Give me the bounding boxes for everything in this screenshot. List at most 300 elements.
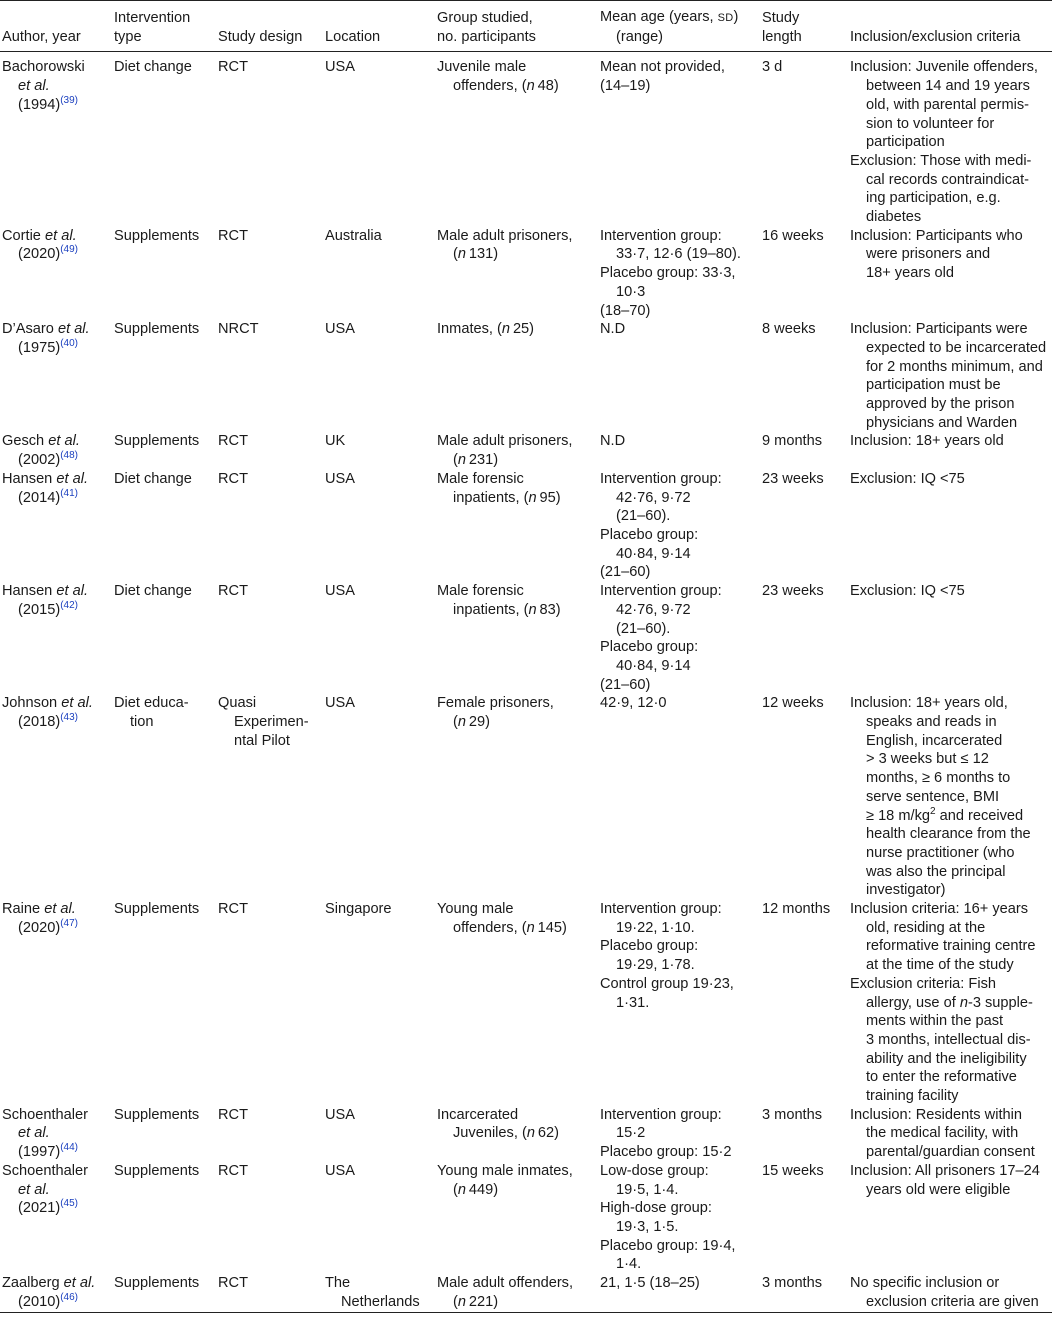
cell-length xyxy=(760,432,848,469)
cell-length xyxy=(760,694,848,900)
cell-line: Inclusion: 18+ years old xyxy=(850,433,1004,450)
cell-line: Exclusion: Those with medi- xyxy=(850,152,1032,169)
length-value: 12 weeks xyxy=(762,695,824,712)
cell-line: participation must be xyxy=(866,377,1001,394)
cell-author xyxy=(0,900,112,1106)
cell-criteria xyxy=(848,582,1052,694)
cell-line: ing participation, e.g. xyxy=(866,190,1001,207)
group-count: (n 231) xyxy=(453,452,499,469)
cell-line: cal records contraindicat- xyxy=(866,171,1030,188)
group-line: Young male inmates, xyxy=(437,1162,573,1179)
cell-criteria xyxy=(848,694,1052,900)
cell-line: Supplements xyxy=(114,433,200,450)
cell-line: at the time of the study xyxy=(866,957,1014,974)
table-row xyxy=(0,52,1052,227)
cell-line: Quasi xyxy=(218,695,257,712)
group-count: offenders, (n 48) xyxy=(453,78,559,95)
criteria-line: > 3 weeks but ≤ 12 xyxy=(866,751,989,768)
cell-intervention xyxy=(112,470,216,582)
cell-line: years old were eligible xyxy=(866,1181,1011,1198)
length-value: 3 months xyxy=(762,1106,823,1123)
cell-intervention xyxy=(112,694,216,900)
cell-design xyxy=(216,470,323,582)
length-value: 23 weeks xyxy=(762,583,824,600)
cell-line: old, residing at the xyxy=(866,919,986,936)
cell-age xyxy=(598,470,760,582)
cell-line: the medical facility, with xyxy=(866,1125,1019,1142)
cell-line: expected to be incarcerated xyxy=(866,339,1047,356)
group-count: (n 221) xyxy=(453,1293,499,1310)
table-row xyxy=(0,582,1052,694)
citation-link[interactable]: (39) xyxy=(60,94,78,106)
criteria-line: to enter the reformative xyxy=(866,1069,1017,1086)
age-line: N.D xyxy=(600,433,626,450)
cell-line: USA xyxy=(325,583,356,600)
cell-age xyxy=(598,694,760,900)
citation-link[interactable]: (40) xyxy=(60,338,78,350)
age-line: 10·3 xyxy=(616,283,646,300)
author-name: Zaalberg et al. xyxy=(2,1275,96,1292)
cell-design xyxy=(216,227,323,321)
age-line: 19·22, 1·10. xyxy=(616,919,695,936)
cell-length xyxy=(760,320,848,432)
age-line: 21, 1·5 (18–25) xyxy=(600,1275,700,1292)
cell-length xyxy=(760,1106,848,1162)
cell-intervention xyxy=(112,227,216,321)
citation-link[interactable]: (46) xyxy=(60,1291,78,1303)
criteria-line: months, ≥ 6 months to xyxy=(866,770,1011,787)
cell-line: RCT xyxy=(218,433,248,450)
criteria-line: was also the principal xyxy=(866,863,1006,880)
cell-line: were prisoners and xyxy=(866,246,991,263)
group-line: Male adult offenders, xyxy=(437,1275,574,1292)
cell-intervention xyxy=(112,1274,216,1312)
author-etal-year: $(2020)^{(49)}$ xyxy=(18,244,78,263)
cell-location xyxy=(323,432,435,469)
citation-link[interactable]: (49) xyxy=(60,244,78,256)
author-name: Gesch et al. xyxy=(2,433,80,450)
author-name: Hansen et al. xyxy=(2,583,89,600)
cell-age xyxy=(598,320,760,432)
length-value: 12 months xyxy=(762,901,831,918)
cell-line: Supplements xyxy=(114,227,200,244)
author-name: Schoenthaler xyxy=(2,1106,89,1123)
cell-line: exclusion criteria are given xyxy=(866,1293,1039,1310)
group-line: Juvenile male xyxy=(437,59,527,76)
citation-link[interactable]: (47) xyxy=(60,917,78,929)
cell-line: RCT xyxy=(218,1162,248,1179)
cell-line: old, with parental permis- xyxy=(866,96,1030,113)
citation-link[interactable]: (41) xyxy=(60,487,78,499)
age-line: 15·2 xyxy=(616,1125,646,1142)
header-design: Study design xyxy=(218,28,303,45)
table-row xyxy=(0,227,1052,321)
author-name: Bachorowski xyxy=(2,59,85,76)
cell-design xyxy=(216,432,323,469)
cell-group xyxy=(435,470,598,582)
table-row xyxy=(0,470,1052,582)
cell-age xyxy=(598,52,760,227)
cell-line: No specific inclusion or xyxy=(850,1275,1000,1292)
author-etal: et al. xyxy=(18,1125,50,1142)
cell-design xyxy=(216,1162,323,1274)
cell-criteria xyxy=(848,900,1052,1106)
group-line: Female prisoners, xyxy=(437,695,554,712)
criteria-line: English, incarcerated xyxy=(866,732,1003,749)
cell-line: physicians and Warden xyxy=(866,414,1018,431)
author-name: Raine et al. xyxy=(2,901,76,918)
cell-location xyxy=(323,900,435,1106)
cell-group xyxy=(435,694,598,900)
age-line: Intervention group: xyxy=(600,1106,722,1123)
author-etal: et al. xyxy=(18,78,50,95)
age-line: 40·84, 9·14 xyxy=(616,545,691,562)
author-etal-year: $(2010)^{(46)}$ xyxy=(18,1291,78,1310)
cell-author xyxy=(0,227,112,321)
header-length: Study length xyxy=(762,10,802,45)
cell-line: RCT xyxy=(218,901,248,918)
author-etal-year: $(1994)^{(39)}$ xyxy=(18,94,78,113)
cell-line: Supplements xyxy=(114,1162,200,1179)
cell-line: USA xyxy=(325,1162,356,1179)
cell-line: Exclusion: IQ <75 xyxy=(850,470,965,487)
cell-design xyxy=(216,900,323,1106)
criteria-line: Exclusion criteria: Fish xyxy=(850,975,996,992)
length-value: 9 months xyxy=(762,433,823,450)
length-value: 3 d xyxy=(762,59,783,76)
criteria-line: allergy, use of n-3 supple- xyxy=(866,994,1033,1011)
cell-design xyxy=(216,582,323,694)
cell-criteria xyxy=(848,320,1052,432)
cell-line: USA xyxy=(325,59,356,76)
cell-design xyxy=(216,1274,323,1312)
cell-age xyxy=(598,432,760,469)
cell-length xyxy=(760,1162,848,1274)
cell-line: Inclusion: All prisoners 17–24 xyxy=(850,1162,1040,1179)
cell-line: 18+ years old xyxy=(866,265,955,282)
cell-group xyxy=(435,900,598,1106)
cell-age xyxy=(598,227,760,321)
cell-line: Inclusion: Participants who xyxy=(850,227,1023,244)
cell-line: Supplements xyxy=(114,901,200,918)
group-line: Male forensic xyxy=(437,583,524,600)
length-value: 16 weeks xyxy=(762,227,824,244)
age-line: Placebo group: 15·2 xyxy=(600,1144,732,1161)
group-line: Young male xyxy=(437,901,514,918)
cell-line: reformative training centre xyxy=(866,938,1036,955)
cell-author xyxy=(0,694,112,900)
header-group: Group studied, no. participants xyxy=(437,10,536,45)
cell-line: Supplements xyxy=(114,1275,200,1292)
length-value: 8 weeks xyxy=(762,321,816,338)
group-count: inpatients, (n 95) xyxy=(453,489,561,506)
age-line: 19·29, 1·78. xyxy=(616,957,695,974)
author-etal-year: $(1975)^{(40)}$ xyxy=(18,338,78,356)
cell-design xyxy=(216,694,323,900)
table-row xyxy=(0,1106,1052,1162)
criteria-line: serve sentence, BMI xyxy=(866,788,1000,805)
table-row xyxy=(0,1274,1052,1312)
cell-intervention xyxy=(112,432,216,469)
group-line: Incarcerated xyxy=(437,1106,519,1123)
table-row xyxy=(0,694,1052,900)
cell-length xyxy=(760,52,848,227)
group-line: Male adult prisoners, xyxy=(437,433,573,450)
cell-line: Supplements xyxy=(114,1106,200,1123)
criteria-line: 3 months, intellectual dis- xyxy=(866,1031,1031,1048)
age-line: Placebo group: 19·4, xyxy=(600,1237,736,1254)
criteria-line: ments within the past xyxy=(866,1013,1004,1030)
cell-author xyxy=(0,1106,112,1162)
length-value: 15 weeks xyxy=(762,1162,824,1179)
cell-criteria xyxy=(848,1106,1052,1162)
cell-line: Experimen- xyxy=(234,714,309,731)
table-row xyxy=(0,432,1052,469)
cell-line: RCT xyxy=(218,1106,248,1123)
cell-group xyxy=(435,227,598,321)
criteria-line: speaks and reads in xyxy=(866,714,997,731)
cell-line: RCT xyxy=(218,1275,248,1292)
group-line: Male forensic xyxy=(437,470,524,487)
cell-intervention xyxy=(112,1106,216,1162)
age-line: (18–70) xyxy=(600,302,651,319)
cell-line: Diet change xyxy=(114,59,192,76)
age-line: 42·76, 9·72 xyxy=(616,601,691,618)
cell-group xyxy=(435,1106,598,1162)
cell-location xyxy=(323,1274,435,1312)
author-etal-year: $(2002)^{(48)}$ xyxy=(18,450,78,469)
table-row xyxy=(0,1162,1052,1274)
cell-age xyxy=(598,582,760,694)
cell-author xyxy=(0,52,112,227)
age-line: 33·7, 12·6 (19–80). xyxy=(616,246,741,263)
table-row xyxy=(0,900,1052,1106)
age-line: 42·9, 12·0 xyxy=(600,695,667,712)
cell-length xyxy=(760,1274,848,1312)
citation-link[interactable]: (43) xyxy=(60,712,78,724)
cell-line: Inclusion: Participants were xyxy=(850,321,1028,338)
cell-author xyxy=(0,1162,112,1274)
cell-location xyxy=(323,52,435,227)
cell-intervention xyxy=(112,900,216,1106)
cell-line: USA xyxy=(325,321,356,338)
cell-line: parental/guardian consent xyxy=(866,1144,1035,1161)
criteria-line: training facility xyxy=(866,1088,959,1105)
age-line: Low-dose group: xyxy=(600,1162,709,1179)
age-line: Mean not provided, xyxy=(600,59,725,76)
header-location: Location xyxy=(325,28,381,45)
author-etal-year: $(2014)^{(41)}$ xyxy=(18,487,78,506)
group-count: (n 131) xyxy=(453,246,499,263)
author-etal-year: $(1997)^{(44)}$ xyxy=(18,1142,78,1161)
cell-line: The xyxy=(325,1275,351,1292)
age-line: (21–60). xyxy=(616,508,671,525)
author-name: Cortie et al. xyxy=(2,227,77,244)
cell-length xyxy=(760,900,848,1106)
author-etal-year: $(2020)^{(47)}$ xyxy=(18,917,78,936)
cell-line: sion to volunteer for xyxy=(866,115,995,132)
author-name: Schoenthaler xyxy=(2,1162,89,1179)
cell-group xyxy=(435,52,598,227)
cell-length xyxy=(760,470,848,582)
cell-criteria xyxy=(848,1162,1052,1274)
cell-line: for 2 months minimum, and xyxy=(866,358,1043,375)
cell-criteria xyxy=(848,1274,1052,1312)
cell-line: participation xyxy=(866,134,945,151)
cell-intervention xyxy=(112,52,216,227)
cell-age xyxy=(598,900,760,1106)
author-etal-year: $(2018)^{(43)}$ xyxy=(18,712,78,731)
header-age: Mean age (years, SD) (range) xyxy=(600,9,739,45)
cell-line: RCT xyxy=(218,583,248,600)
cell-location xyxy=(323,694,435,900)
cell-line: Inclusion criteria: 16+ years xyxy=(850,901,1029,918)
author-name: Hansen et al. xyxy=(2,470,89,487)
author-etal-year: $(2015)^{(42)}$ xyxy=(18,599,78,618)
cell-location xyxy=(323,470,435,582)
cell-line: Diet change xyxy=(114,470,192,487)
cell-line: Singapore xyxy=(325,901,392,918)
cell-location xyxy=(323,1162,435,1274)
cell-line: Inclusion: Juvenile offenders, xyxy=(850,59,1038,76)
age-line: Intervention group: xyxy=(600,901,722,918)
cell-line: Diet change xyxy=(114,583,192,600)
criteria-line: ≥ 18 $m/kg^2$ and received xyxy=(866,805,1024,824)
age-line: Placebo group: xyxy=(600,938,699,955)
age-line: Placebo group: xyxy=(600,639,699,656)
cell-design xyxy=(216,52,323,227)
age-line: 40·84, 9·14 xyxy=(616,657,691,674)
age-line: Placebo group: xyxy=(600,526,699,543)
age-line: 19·3, 1·5. xyxy=(616,1219,679,1235)
age-line: 1·31. xyxy=(616,994,650,1011)
cell-line: USA xyxy=(325,695,356,712)
author-name: D’Asaro et al. xyxy=(2,321,90,338)
cell-length xyxy=(760,227,848,321)
cell-age xyxy=(598,1274,760,1312)
cell-age xyxy=(598,1106,760,1162)
criteria-line: ability and the ineligibility xyxy=(866,1050,1027,1067)
group-count: (n 29) xyxy=(453,714,491,731)
cell-criteria xyxy=(848,227,1052,321)
cell-location xyxy=(323,582,435,694)
cell-line: USA xyxy=(325,1106,356,1123)
cell-line: RCT xyxy=(218,227,248,244)
cell-line: diabetes xyxy=(866,209,922,226)
group-line: Inmates, (n 25) xyxy=(437,321,535,338)
age-line: Placebo group: 33·3, xyxy=(600,265,736,282)
author-etal-year: $(2021)^{(45)}$ xyxy=(18,1198,78,1217)
cell-age xyxy=(598,1162,760,1274)
cell-intervention xyxy=(112,320,216,432)
cell-line: USA xyxy=(325,470,356,487)
age-line: 19·5, 1·4. xyxy=(616,1181,679,1198)
citation-link[interactable]: (42) xyxy=(60,599,78,611)
age-line: 1·4. xyxy=(616,1256,642,1273)
table-header-row xyxy=(0,1,1052,52)
criteria-line: investigator) xyxy=(866,882,946,899)
cell-line: RCT xyxy=(218,59,248,76)
cell-author xyxy=(0,432,112,469)
cell-line: Supplements xyxy=(114,321,200,338)
age-line: Intervention group: xyxy=(600,227,722,244)
citation-link[interactable]: (48) xyxy=(60,450,78,462)
cell-design xyxy=(216,320,323,432)
age-line: 42·76, 9·72 xyxy=(616,489,691,506)
header-intervention: Intervention type xyxy=(114,10,191,45)
cell-length xyxy=(760,582,848,694)
cell-criteria xyxy=(848,52,1052,227)
cell-line: Exclusion: IQ <75 xyxy=(850,583,965,600)
citation-link[interactable]: (44) xyxy=(60,1142,78,1154)
criteria-line: Inclusion: 18+ years old, xyxy=(850,695,1008,712)
cell-criteria xyxy=(848,470,1052,582)
length-value: 23 weeks xyxy=(762,470,824,487)
cell-location xyxy=(323,320,435,432)
header-criteria: Inclusion/exclusion criteria xyxy=(850,28,1021,45)
cell-group xyxy=(435,1274,598,1312)
cell-location xyxy=(323,227,435,321)
cell-line: NRCT xyxy=(218,321,259,338)
age-line: N.D xyxy=(600,321,626,338)
header-author: Author, year xyxy=(2,28,81,45)
cell-design xyxy=(216,1106,323,1162)
cell-line: Netherlands xyxy=(341,1293,420,1310)
criteria-line: health clearance from the xyxy=(866,826,1031,843)
cell-line: between 14 and 19 years xyxy=(866,78,1030,95)
cell-author xyxy=(0,470,112,582)
cell-group xyxy=(435,1162,598,1274)
age-line: (21–60) xyxy=(600,676,651,693)
cell-line: RCT xyxy=(218,470,248,487)
cell-line: tion xyxy=(130,714,154,731)
cell-line: approved by the prison xyxy=(866,396,1015,413)
age-line: (21–60). xyxy=(616,620,671,637)
cell-author xyxy=(0,1274,112,1312)
group-count: inpatients, (n 83) xyxy=(453,601,561,618)
group-count: offenders, (n 145) xyxy=(453,919,567,936)
age-line: (21–60) xyxy=(600,564,651,581)
age-line: Intervention group: xyxy=(600,470,722,487)
group-count: Juveniles, (n 62) xyxy=(453,1125,559,1142)
group-line: Male adult prisoners, xyxy=(437,227,573,244)
cell-group xyxy=(435,432,598,469)
cell-line: ntal Pilot xyxy=(234,732,290,749)
age-line: High-dose group: xyxy=(600,1200,712,1217)
table-row xyxy=(0,320,1052,432)
cell-group xyxy=(435,320,598,432)
cell-intervention xyxy=(112,582,216,694)
cell-line: Inclusion: Residents within xyxy=(850,1106,1022,1123)
cell-criteria xyxy=(848,432,1052,469)
age-line: (14–19) xyxy=(600,78,651,95)
group-count: (n 449) xyxy=(453,1181,499,1198)
criteria-line: nurse practitioner (who xyxy=(866,844,1015,861)
cell-author xyxy=(0,320,112,432)
author-name: Johnson et al. xyxy=(2,695,93,712)
citation-link[interactable]: (45) xyxy=(60,1198,78,1210)
cell-intervention xyxy=(112,1162,216,1274)
cell-line: Diet educa- xyxy=(114,695,189,712)
author-etal: et al. xyxy=(18,1181,50,1198)
cell-line: Australia xyxy=(325,227,382,244)
cell-location xyxy=(323,1106,435,1162)
cell-author xyxy=(0,582,112,694)
cell-group xyxy=(435,582,598,694)
cell-line: UK xyxy=(325,433,346,450)
age-line: Intervention group: xyxy=(600,583,722,600)
length-value: 3 months xyxy=(762,1275,823,1292)
